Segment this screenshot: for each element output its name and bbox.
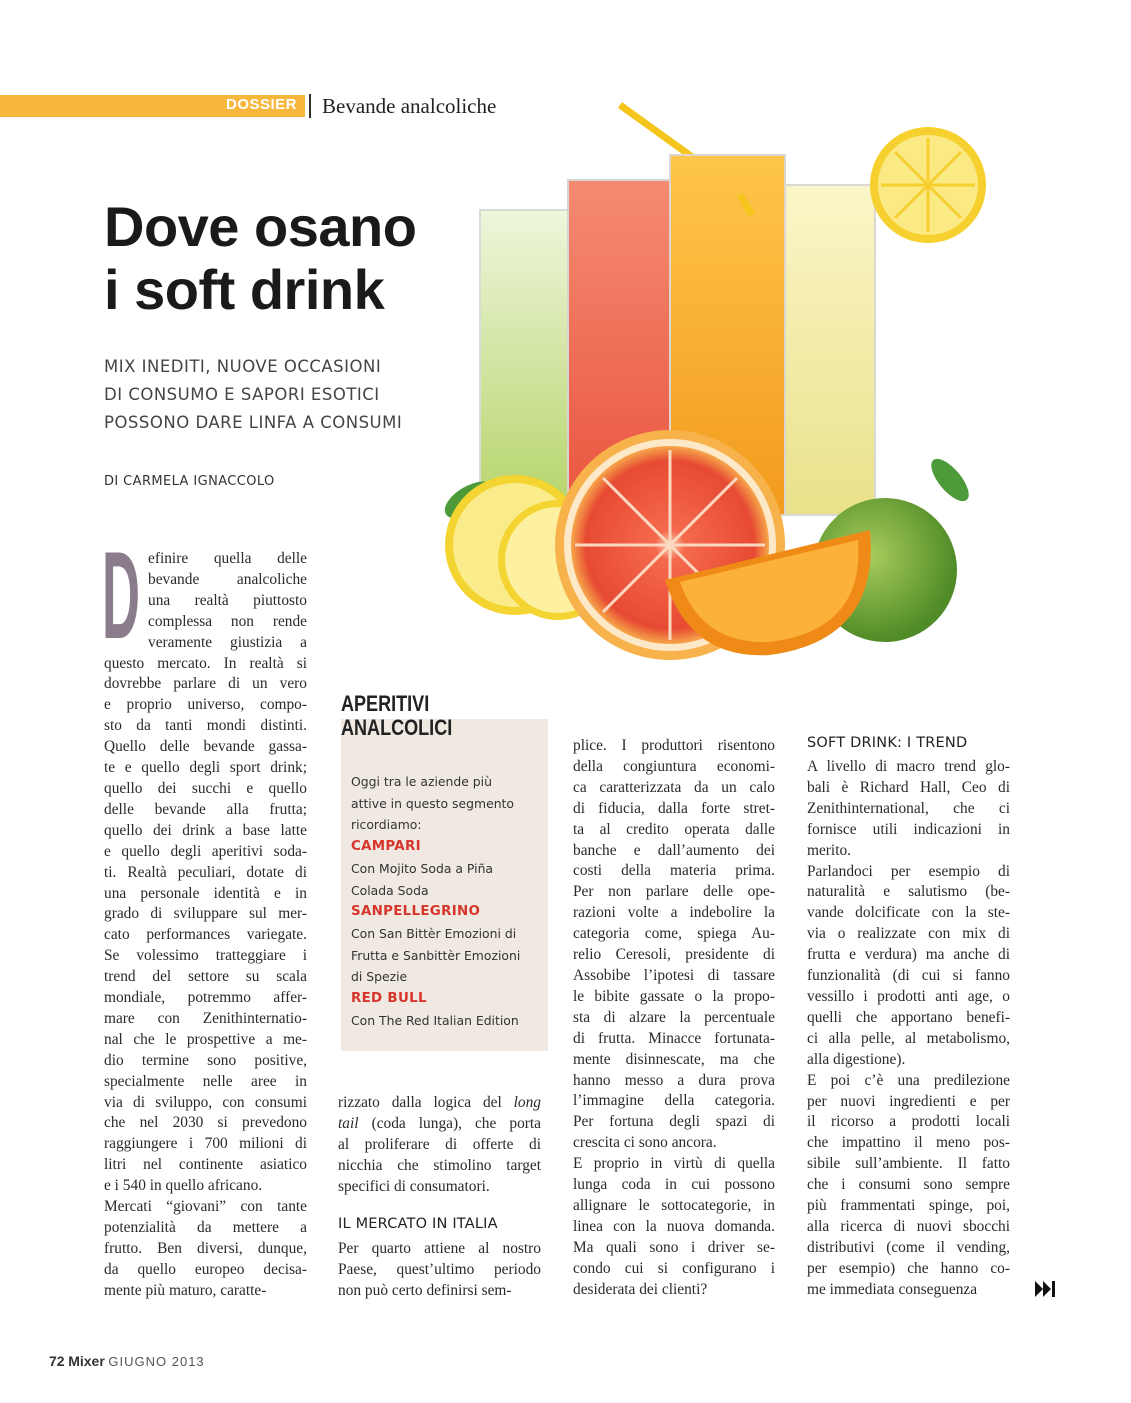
brand-desc: Con Mojito Soda a Piña [351, 860, 494, 876]
text-line: da quello europeo decisa- [104, 1260, 307, 1278]
text-line: tail (coda lunga), che porta [338, 1114, 541, 1132]
fast-forward-icon[interactable] [1035, 1281, 1057, 1297]
text-line: allignare le sottocategorie, in [573, 1196, 775, 1214]
text-line: Assobibe l’ipotesi di tassare [573, 966, 775, 984]
body-column-2 [338, 1093, 541, 1198]
text-line: lunga coda in cui possono [573, 1176, 775, 1194]
text-line: frutto. Ben diversi, dunque, [104, 1239, 307, 1257]
text-line: razioni volte a indebolire la [573, 904, 775, 922]
body-column-4 [807, 757, 1010, 1301]
text-line: linea con la nuova domanda. [573, 1217, 775, 1235]
text-line: categoria come, spiega Au- [573, 925, 775, 943]
body-column-1 [104, 549, 307, 1302]
body-column-2-continued [338, 1239, 541, 1302]
text-line: frutta e verdura) ma anche di [807, 946, 1010, 964]
text-line: mente disinnescate, ma che [573, 1050, 775, 1068]
text-line: per esempio) che hanno co- [807, 1259, 1010, 1277]
text-line: Paese, quest’ultimo periodo [338, 1260, 541, 1278]
text-line: mare con Zenithinternatio- [104, 1009, 307, 1027]
text-line: E poi c’è una predilezione [807, 1071, 1010, 1089]
sidebar-title [341, 692, 452, 740]
text-line: distributivi (come il vending, [807, 1238, 1010, 1256]
text-line: dio termine sono positive, [104, 1051, 307, 1069]
text-line: via o realizzate con mix di [807, 925, 1010, 943]
text-line: ca caratterizzata da un calo [573, 778, 775, 796]
brand-desc: Frutta e Sanbittèr Emozioni [351, 947, 521, 963]
text-line: me immediata conseguenza [807, 1280, 978, 1298]
text-line: alla ricerca di nuovi sbocchi [807, 1217, 1010, 1235]
text-line: e i 540 in quello africano. [104, 1177, 263, 1195]
text-line: hanno messo a dura prova [573, 1071, 775, 1089]
text-line: che nel 2030 si prevedono [104, 1114, 307, 1132]
sidebar-intro: ricordiamo: [351, 817, 422, 833]
text-line: dovrebbe parlare di un vero [104, 675, 307, 693]
juice-glasses-illustration [440, 100, 1000, 690]
article-title [104, 195, 524, 321]
text-line: E proprio in virtù di quella [573, 1155, 775, 1173]
svg-text:D: D [102, 527, 140, 665]
page-number: 72 [49, 1353, 65, 1369]
brand-desc: Con The Red Italian Edition [351, 1012, 519, 1028]
text-line: che impattino il meno pos- [807, 1134, 1010, 1152]
sidebar-intro: attive in questo segmento [351, 795, 514, 811]
text-line: più frammentati spinge, poi, [807, 1197, 1010, 1215]
sidebar-intro: Oggi tra le aziende più [351, 774, 492, 789]
text-line: Parlandoci per esempio di [807, 862, 1010, 880]
text-line: Quello delle bevande gassa- [104, 738, 307, 756]
text-line: delle bevande alla frutta; [104, 800, 307, 818]
text-line: Mercati “giovani” con tante [104, 1198, 307, 1216]
text-line: Ma quali sono i driver se- [573, 1238, 775, 1256]
brand-desc: di Spezie [351, 969, 408, 985]
page-footer [49, 1353, 205, 1369]
title-line: Dove osano [104, 195, 417, 258]
text-line: non può certo definirsi sem- [338, 1281, 512, 1299]
text-line: vessillo i prodotti anti age, o [807, 987, 1010, 1005]
text-line: trend del settore su scala [104, 968, 307, 986]
text-line: efinire quella delle [148, 550, 307, 567]
text-line: ta al credito operata dalle [573, 820, 775, 838]
subtitle-line: DI CONSUMO E SAPORI ESOTICI [104, 385, 380, 404]
text-line: bevande analcoliche [148, 570, 307, 588]
text-line: merito. [807, 841, 852, 859]
text-line: l’immagine della categoria. [573, 1092, 775, 1110]
text-line: Per non parlare delle ope- [573, 883, 775, 901]
text-line: alla digestione). [807, 1050, 906, 1068]
text-line: le bibite gassate o la propo- [573, 987, 775, 1005]
text-line: vande dolcificate con la ste- [807, 904, 1010, 922]
article-subtitle [104, 353, 444, 437]
text-line: sto da tanti mondi distinti. [104, 717, 307, 735]
text-line: quelli che apportano benefi- [807, 1008, 1010, 1026]
text-line: il ricorso a prodotti locali [807, 1113, 1010, 1131]
text-line: mente più maturo, caratte- [104, 1281, 267, 1299]
subtitle-line: POSSONO DARE LINFA A CONSUMI [104, 413, 403, 432]
brand-desc: Con San Bittèr Emozioni di [351, 925, 517, 941]
text-line: costi della materia prima. [573, 862, 775, 880]
text-line: al proliferare di offerte di [338, 1135, 541, 1153]
text-line: ci alla pelle, al metabolismo, [807, 1029, 1010, 1047]
text-line: funzionalità (di cui si fanno [807, 967, 1010, 985]
sidebar-body [351, 771, 541, 1031]
header-divider [309, 94, 311, 118]
text-line: specialmente nelle aree in [104, 1072, 307, 1090]
lime-leaf [925, 453, 975, 507]
text-line: sta di alzare la percentuale [573, 1008, 775, 1026]
text-line: fornisce utili indicazioni in [807, 820, 1010, 838]
text-line: quello dei drink a base latte [104, 821, 307, 839]
brand-name: CAMPARI [351, 839, 421, 855]
text-line: nal che le prospettive a me- [104, 1030, 307, 1048]
text-line: cato performances variegate. [104, 926, 307, 944]
text-line: raggiungere i 700 milioni di [104, 1135, 307, 1153]
issue-date: GIUGNO 2013 [108, 1354, 205, 1369]
text-line: Zenithinternational, che ci [807, 799, 1010, 817]
text-line: una personale identità e in [104, 884, 307, 902]
text-line: A livello di macro trend glo- [807, 758, 1010, 775]
text-line: specifici di consumatori. [338, 1177, 490, 1195]
title-line: i soft drink [104, 258, 385, 321]
text-line: Per quarto attiene al nostro [338, 1240, 541, 1257]
body-column-3 [573, 736, 775, 1300]
text-line: mondiale, potremmo affer- [104, 989, 307, 1007]
text-line: e proprio universo, compo- [104, 696, 307, 714]
text-line: relio Ceresoli, presidente di [573, 946, 775, 964]
text-line: grado di sviluppare sul mer- [104, 905, 307, 923]
text-line: naturalità e salutismo (be- [807, 883, 1010, 901]
text-line: condo cui si configurano i [573, 1259, 775, 1277]
magazine-name: Mixer [68, 1353, 105, 1369]
text-line: potenzialità da mettere a [104, 1219, 307, 1236]
text-line: plice. I produttori risentono [573, 737, 775, 754]
subtitle-line: MIX INEDITI, NUOVE OCCASIONI [104, 357, 382, 376]
text-line: per nuovi ingredienti e per [807, 1092, 1010, 1110]
text-line: nicchia che stimolino target [338, 1156, 541, 1174]
text-line: veramente giustizia a [148, 633, 307, 651]
text-line: desiderata dei clienti? [573, 1280, 708, 1298]
text-line: crescita ci sono ancora. [573, 1134, 717, 1152]
text-line: banche e dall’aumento dei [573, 841, 775, 859]
text-line: ti. Realtà peculiari, dotate di [104, 863, 307, 881]
text-line: via di sviluppo, con consumi [104, 1093, 307, 1111]
sidebar-title-line: APERITIVI [341, 691, 430, 716]
text-line: questo mercato. In realtà si [104, 654, 307, 672]
text-line: quello dei succhi e quello [104, 779, 307, 797]
brand-name: SANPELLEGRINO [351, 904, 481, 920]
text-line: litri nel continente asiatico [104, 1156, 307, 1174]
text-line: della congiuntura economi- [573, 757, 775, 775]
brand-name: RED BULL [351, 991, 427, 1007]
text-line: complessa non rende [148, 612, 307, 630]
section-heading-mercato-italia: IL MERCATO IN ITALIA [338, 1216, 498, 1232]
section-title: Bevande analcoliche [322, 94, 497, 118]
text-line: Per fortuna degli spazi di [573, 1113, 775, 1131]
text-line: rizzato dalla logica del long [338, 1094, 541, 1111]
text-line: te e quello degli sport drink; [104, 759, 307, 777]
text-line: Se volessimo tratteggiare i [104, 947, 307, 965]
text-line: che i consumi sono sempre [807, 1176, 1010, 1194]
text-line: e quello degli aperitivi soda- [104, 842, 307, 860]
section-heading-soft-drink-trend: SOFT DRINK: I TREND [807, 735, 968, 751]
text-line: una realtà piuttosto [148, 591, 307, 609]
byline: DI CARMELA IGNACCOLO [104, 474, 275, 489]
brand-desc: Colada Soda [351, 882, 429, 898]
text-line: sibile sull’ambiente. Il fatto [807, 1155, 1010, 1173]
sidebar-title-line: ANALCOLICI [341, 715, 453, 740]
text-line: di fiducia, dalla forte stret- [573, 799, 775, 817]
dossier-tag: DOSSIER [226, 96, 298, 113]
text-line: bali è Richard Hall, Ceo di [807, 778, 1010, 796]
lemon-glass [775, 185, 875, 515]
text-line: di frutta. Minacce fortunata- [573, 1029, 775, 1047]
